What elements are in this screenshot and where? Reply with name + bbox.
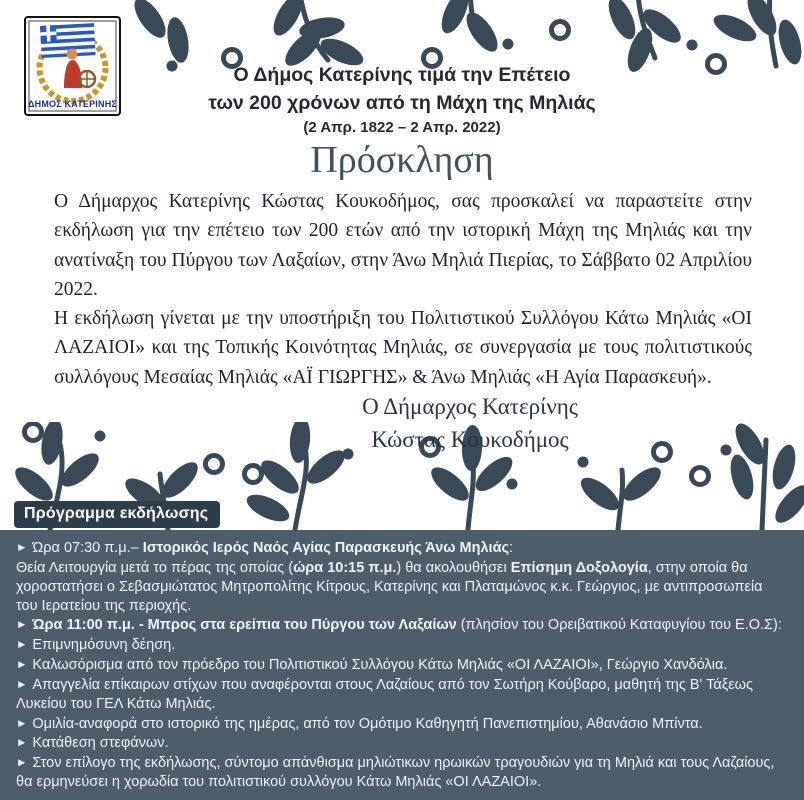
program-line [16,656,788,675]
logo-label: ΔΗΜΟΣ ΚΑΤΕΡΙΝΗΣ [27,99,118,109]
program-text: Ομιλία-αναφορά στο ιστορικό της ημέρας, από τον Ομότιμο Καθηγητή Πανεπιστημίου, Αθανάσιο Μπίντα. [32,715,703,732]
program-text: Στον επίλογο της εκδήλωσης, σύντομο απάνθισμα μηλιώτικων ηρωικών τραγουδιών για τη Μηλιά και τους Λαζαίους, θα ερμηνεύσει η χορωδία του πολιτιστικού συλλόγου Κάτω Μηλιάς «ΟΙ ΛΑΖΑΙΟΙ». [16,755,775,791]
program-line [16,559,788,616]
program-line [16,616,788,635]
program-text: , στην οποία θα χοροστατήσει ο Σεβασμιώτατος Μητροπολίτης Κίτρους, Κατερίνης και Πλαταμώνος κ.κ. Γεώργιος, με αντιπροσωπεία του Ιερατείου της περιοχής. [16,559,763,614]
bullet-arrow-icon: ► [16,542,28,554]
program-text: ) θα ακολουθήσει [396,559,511,576]
program-text: Κατάθεση στεφάνων. [32,735,169,752]
bullet-arrow-icon: ► [16,619,28,632]
header-dates: (2 Απρ. 1822 – 2 Απρ. 2022) [303,119,501,137]
program-text: Θεία Λειτουργία μετά το πέρας της οποίας ( [16,559,294,576]
invitation-body [54,187,752,392]
signature-title: Ο Δήμαρχος Κατερίνης [362,394,578,419]
bullet-arrow-icon: ► [16,639,28,652]
program-text: Επιμνημόσυνη δέηση. [32,637,176,654]
program-list [16,539,788,792]
program-line [16,539,788,558]
program-text: Απαγγελία επίκαιρων στίχων που αναφέρονται στους Λαζαίους από τον Σωτήρη Κούβαρο, μαθητή της Β' Τάξεως Λυκείου του ΓΕΛ Κάτω Μηλιάς. [16,676,753,712]
signature-block [250,390,690,457]
bullet-arrow-icon: ► [16,757,28,770]
program-line [16,636,788,655]
program-text: Καλωσόρισμα από τον πρόεδρο του Πολιτιστικού Συλλόγου Κάτω Μηλιάς «ΟΙ ΛΑΖΑΙΟΙ», Γεώργιο Χανδόλια. [32,657,728,674]
bullet-arrow-icon: ► [16,659,28,672]
header-line-2: των 200 χρόνων από τη Μάχη της Μηλιάς [208,91,596,114]
program-text-bold: Ώρα 11:00 π.μ. - Μπρος στα ερείπια του Πύργου των Λαξαίων [32,617,457,634]
header-line-1: Ο Δήμος Κατερίνης τιμά την Επέτειο [233,64,571,86]
program-text-bold: ώρα 10:15 π.μ. [293,559,397,576]
program-badge: Πρόγραμμα εκδήλωσης [14,501,220,528]
program-text: Ώρα 07:30 π.μ.– [32,540,143,556]
program-line [16,734,788,753]
signature-name: Κώστας Κουκοδήμος [371,427,569,453]
program-line [16,676,788,714]
bullet-arrow-icon: ► [16,678,28,691]
program-line [16,715,788,734]
program-line [16,754,788,792]
program-text-bold: Επίσημη Δοξολογία [510,559,648,576]
program-text: : [509,540,514,556]
invitation-title: Πρόσκληση [310,139,494,181]
body-paragraph-2: Η εκδήλωση γίνεται με την υποστήριξη του Πολιτιστικού Συλλόγου Κάτω Μηλιάς «ΟΙ ΛΑΖΑΙΟΙ» και της Τοπικής Κοινότητας Μηλιάς, σε συνεργασία με τους πολιτιστικούς συλλόγους Μεσαίας Μηλιάς «ΑΪ ΓΙΩΡΓΗΣ» & Άνω Μηλιάς «Η Αγία Παρασκευή». [54,308,752,388]
body-paragraph-1: Ο Δήμαρχος Κατερίνης Κώστας Κουκοδήμος, σας προσκαλεί να παραστείτε στην εκδήλωση για την επέτειο των 200 ετών από την ιστορική Μάχη της Μηλιάς και την ανατίναξη του Πύργου των Λαξαίων, στην Άνω Μηλιά Πιερίας, το Σάββατο 02 Απριλίου 2022. [54,191,752,300]
bullet-arrow-icon: ► [16,737,28,750]
program-text-bold: Ιστορικός Ιερός Ναός Αγίας Παρασκευής Άνω Μηλιάς [142,540,510,556]
program-text: (πλησίον του Ορειβατικού Καταφυγίου του Ε.Ο.Σ): [456,617,782,634]
bullet-arrow-icon: ► [16,717,28,730]
municipality-logo [24,16,121,116]
program-section [0,530,804,800]
